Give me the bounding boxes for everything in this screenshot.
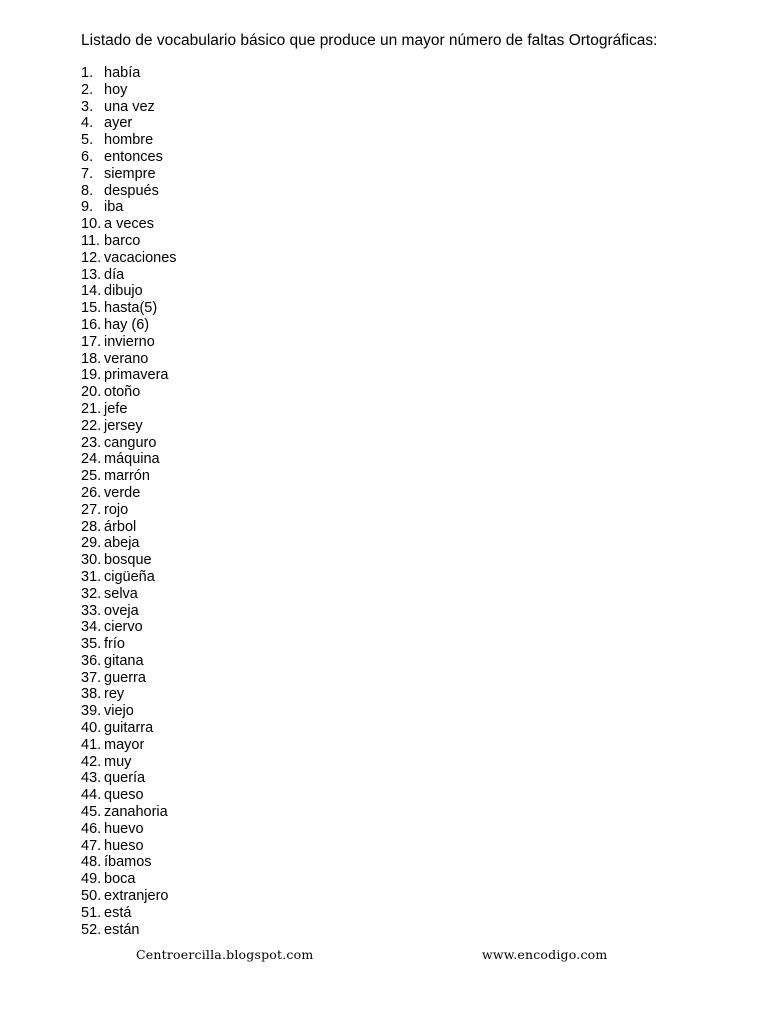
list-item-number: 15. [81,300,102,317]
list-item-word: hombre [104,132,154,149]
list-item-number: 21. [81,400,102,417]
list-item-word: selva [104,585,138,602]
list-item-number: 52. [81,921,102,938]
list-item [81,384,177,401]
list-item-number: 22. [81,417,102,434]
list-item [81,468,177,485]
list-item [81,65,177,82]
list-item [81,351,177,368]
list-item-number: 36. [81,652,102,669]
list-item-word: zanahoria [104,804,168,821]
list-item-word: guitarra [104,720,154,737]
list-item-word: gitana [104,652,144,669]
list-item-word: queso [104,787,144,804]
list-item-number: 24. [81,451,102,468]
list-item [81,905,177,922]
list-item-number: 40. [81,720,102,737]
footer-source-right: www.encodigo.com [482,947,608,962]
list-item-word: hoy [104,81,128,98]
list-item [81,619,177,636]
list-item-word: dibujo [104,283,143,300]
list-item [81,787,177,804]
list-item-number: 51. [81,904,102,921]
list-item-word: árbol [104,518,137,535]
list-item-number: 28. [81,518,102,535]
list-item-word: canguro [104,434,157,451]
list-item-word: está [104,904,132,921]
list-item [81,535,177,552]
list-item-number: 12. [81,249,102,266]
list-item-number: 49. [81,871,102,888]
list-item [81,603,177,620]
list-item-word: primavera [104,367,169,384]
list-item-number: 46. [81,820,102,837]
list-item-number: 10. [81,216,102,233]
list-item [81,216,177,233]
list-item-word: después [104,182,159,199]
list-item-word: vacaciones [104,249,177,266]
list-item-word: iba [104,199,124,216]
list-item-number: 13. [81,266,102,283]
list-item-word: hueso [104,837,144,854]
list-item-word: abeja [104,535,140,552]
list-item-number: 2. [81,81,94,98]
vocabulary-list [81,65,177,938]
list-item [81,451,177,468]
list-item-number: 38. [81,686,102,703]
list-item-word: una vez [104,98,155,115]
list-item-word: frío [104,636,125,653]
list-item-word: íbamos [104,854,152,871]
list-item-number: 14. [81,283,102,300]
list-item-number: 16. [81,316,102,333]
list-item-word: marrón [104,468,150,485]
list-item-word: entonces [104,148,163,165]
list-item [81,367,177,384]
list-item-number: 35. [81,636,102,653]
list-item-number: 41. [81,736,102,753]
list-item-word: rojo [104,501,129,518]
list-item-word: jersey [104,417,143,434]
list-item-word: máquina [104,451,160,468]
list-item [81,199,177,216]
list-item-word: a veces [104,216,154,233]
list-item-word: siempre [104,165,156,182]
list-item [81,115,177,132]
list-item [81,99,177,116]
list-item-word: mayor [104,736,145,753]
list-item [81,686,177,703]
list-item [81,233,177,250]
list-item-word: otoño [104,384,141,401]
list-item-word: rey [104,686,125,703]
list-item [81,770,177,787]
list-item-number: 43. [81,770,102,787]
list-item [81,334,177,351]
list-item [81,82,177,99]
list-item [81,720,177,737]
list-item-word: muy [104,753,132,770]
list-item-number: 25. [81,468,102,485]
list-item [81,922,177,939]
list-item-number: 9. [81,199,94,216]
list-item-number: 34. [81,619,102,636]
list-item [81,418,177,435]
list-item-number: 7. [81,165,94,182]
list-item [81,670,177,687]
list-item-word: boca [104,871,136,888]
list-item-word: ciervo [104,619,143,636]
list-item-number: 18. [81,350,102,367]
list-item-number: 33. [81,602,102,619]
list-item-number: 20. [81,384,102,401]
list-item-number: 37. [81,669,102,686]
list-item-number: 50. [81,888,102,905]
list-item-word: verano [104,350,149,367]
list-item [81,485,177,502]
list-item [81,821,177,838]
list-item [81,401,177,418]
page-title: Listado de vocabulario básico que produce un mayor número de faltas Ortográficas: [81,32,658,49]
list-item-word: extranjero [104,888,169,905]
footer-source-left: Centroercilla.blogspot.com [136,947,314,962]
list-item-word: oveja [104,602,139,619]
list-item [81,283,177,300]
list-item-number: 27. [81,501,102,518]
list-item [81,183,177,200]
list-item [81,754,177,771]
list-item [81,871,177,888]
list-item [81,653,177,670]
list-item-number: 42. [81,753,102,770]
list-item [81,804,177,821]
list-item [81,132,177,149]
list-item-word: ayer [104,115,133,132]
list-item [81,569,177,586]
list-item-number: 3. [81,98,94,115]
list-item [81,703,177,720]
list-item [81,838,177,855]
list-item [81,502,177,519]
list-item-word: están [104,921,140,938]
list-item-word: había [104,65,141,81]
list-item-number: 1. [81,65,94,81]
list-item [81,636,177,653]
list-item-word: día [104,266,125,283]
list-item-number: 26. [81,484,102,501]
list-item [81,519,177,536]
list-item-number: 4. [81,115,94,132]
list-item-word: guerra [104,669,146,686]
list-item-word: hasta(5) [104,300,158,317]
list-item-word: invierno [104,333,155,350]
list-item-number: 17. [81,333,102,350]
list-item [81,888,177,905]
list-item-word: hay (6) [104,316,150,333]
list-item-word: verde [104,484,141,501]
list-item-word: cigüeña [104,568,155,585]
list-item-number: 19. [81,367,102,384]
list-item [81,737,177,754]
list-item [81,166,177,183]
list-item [81,317,177,334]
list-item [81,586,177,603]
list-item [81,149,177,166]
list-item-number: 45. [81,804,102,821]
list-item-number: 29. [81,535,102,552]
list-item-word: viejo [104,703,134,720]
list-item [81,435,177,452]
list-item-word: barco [104,232,141,249]
list-item-number: 6. [81,148,94,165]
list-item [81,300,177,317]
list-item [81,250,177,267]
list-item-number: 39. [81,703,102,720]
list-item-word: huevo [104,820,144,837]
list-item-word: quería [104,770,146,787]
list-item [81,267,177,284]
list-item-number: 31. [81,568,102,585]
list-item-number: 47. [81,837,102,854]
list-item-number: 8. [81,182,94,199]
list-item-number: 11. [81,232,101,249]
list-item [81,854,177,871]
list-item [81,552,177,569]
list-item-number: 23. [81,434,102,451]
list-item-number: 44. [81,787,102,804]
list-item-number: 32. [81,585,102,602]
list-item-word: jefe [104,400,128,417]
list-item-number: 48. [81,854,102,871]
list-item-word: bosque [104,552,152,569]
list-item-number: 5. [81,132,94,149]
list-item-number: 30. [81,552,102,569]
